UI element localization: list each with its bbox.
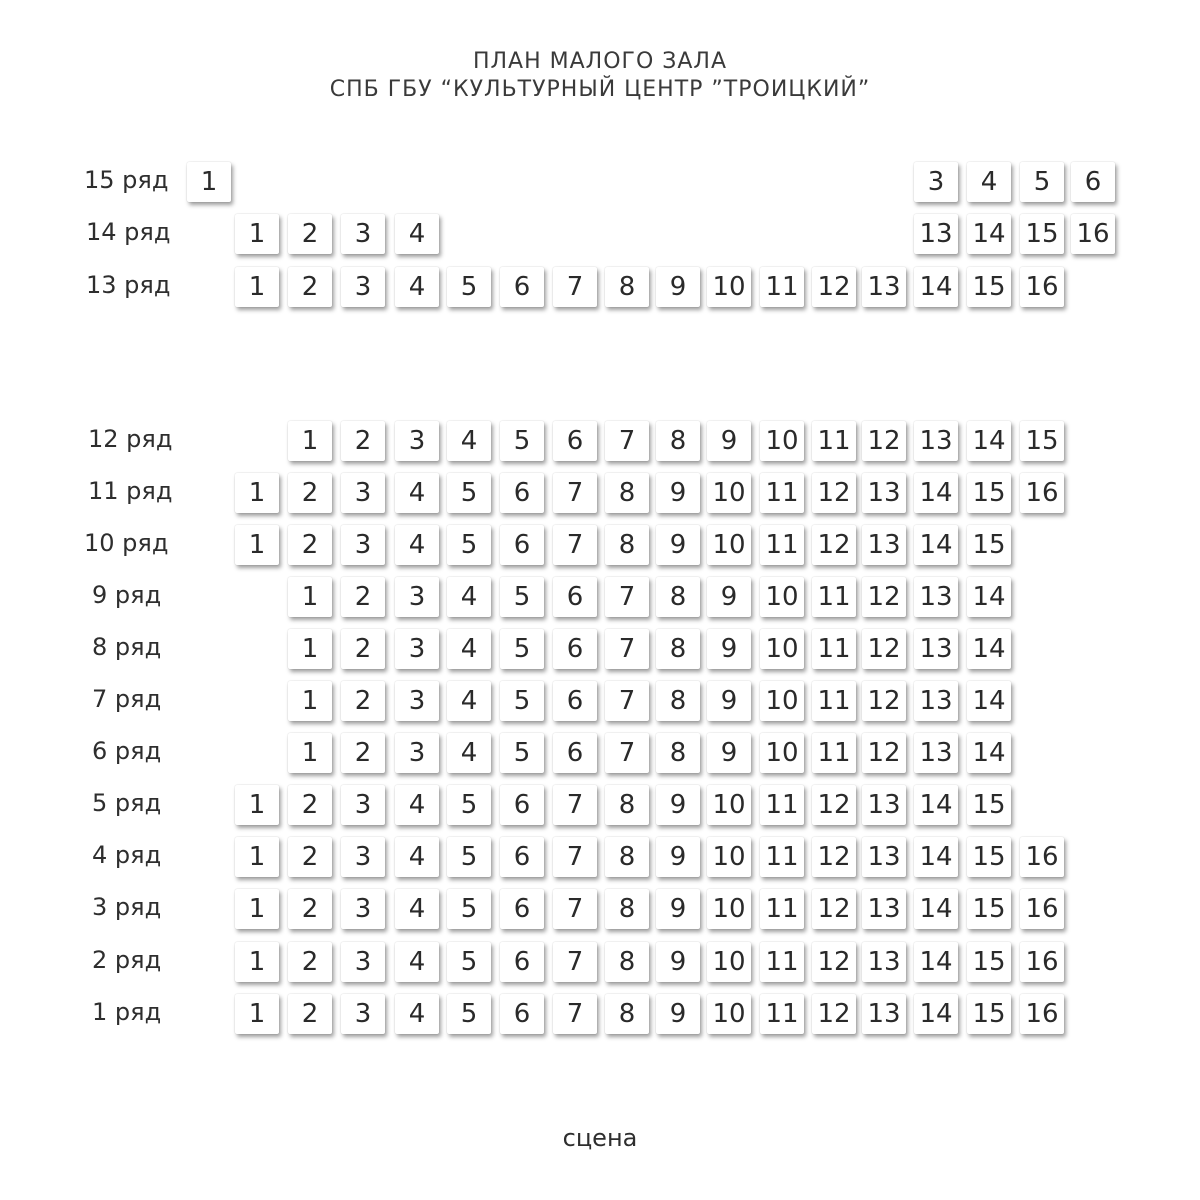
seat[interactable]: 3 [341, 942, 385, 982]
seat[interactable]: 6 [500, 994, 544, 1034]
seat[interactable]: 6 [1071, 162, 1115, 202]
seat[interactable]: 9 [707, 421, 751, 461]
seat[interactable]: 6 [500, 942, 544, 982]
seat[interactable]: 5 [1020, 162, 1064, 202]
seat[interactable]: 5 [447, 889, 491, 929]
seat[interactable]: 5 [500, 681, 544, 721]
seat[interactable]: 14 [914, 267, 958, 307]
seat[interactable]: 3 [341, 994, 385, 1034]
seat[interactable]: 8 [605, 994, 649, 1034]
seat[interactable]: 15 [967, 785, 1011, 825]
seat[interactable]: 5 [447, 837, 491, 877]
seat[interactable]: 8 [605, 473, 649, 513]
seat[interactable]: 11 [760, 889, 804, 929]
seat[interactable]: 9 [707, 577, 751, 617]
seat[interactable]: 4 [395, 473, 439, 513]
seat[interactable]: 10 [760, 733, 804, 773]
seat[interactable]: 7 [553, 473, 597, 513]
seat[interactable]: 13 [862, 889, 906, 929]
seat[interactable]: 1 [288, 733, 332, 773]
seat[interactable]: 6 [500, 837, 544, 877]
seat[interactable]: 14 [914, 525, 958, 565]
seat[interactable]: 15 [967, 473, 1011, 513]
seat[interactable]: 8 [605, 837, 649, 877]
seat[interactable]: 14 [914, 785, 958, 825]
seat[interactable]: 16 [1020, 942, 1064, 982]
seat[interactable]: 11 [760, 785, 804, 825]
seat[interactable]: 11 [812, 733, 856, 773]
seat[interactable]: 10 [707, 525, 751, 565]
seat[interactable]: 14 [967, 421, 1011, 461]
seat[interactable]: 12 [862, 577, 906, 617]
seat[interactable]: 5 [447, 942, 491, 982]
seat[interactable]: 4 [967, 162, 1011, 202]
seat[interactable]: 4 [447, 421, 491, 461]
seat[interactable]: 6 [500, 785, 544, 825]
seat[interactable]: 9 [707, 733, 751, 773]
venue-name: СПБ ГБУ “КУЛЬТУРНЫЙ ЦЕНТР ”ТРОИЦКИЙ” [329, 77, 871, 102]
seat[interactable]: 15 [1020, 421, 1064, 461]
seat[interactable]: 11 [812, 577, 856, 617]
seat[interactable]: 14 [967, 214, 1011, 254]
seat[interactable]: 10 [707, 994, 751, 1034]
row-label: 6 ряд [92, 737, 162, 765]
seat[interactable]: 3 [914, 162, 958, 202]
seat[interactable]: 14 [967, 629, 1011, 669]
seat[interactable]: 2 [288, 994, 332, 1034]
seat[interactable]: 14 [914, 473, 958, 513]
seat[interactable]: 5 [447, 473, 491, 513]
seat[interactable]: 4 [447, 629, 491, 669]
seat[interactable]: 1 [235, 889, 279, 929]
seat[interactable]: 13 [914, 733, 958, 773]
seat[interactable]: 14 [914, 994, 958, 1034]
seat[interactable]: 5 [500, 629, 544, 669]
seat[interactable]: 9 [656, 267, 700, 307]
seat[interactable]: 5 [447, 267, 491, 307]
seat[interactable]: 10 [707, 942, 751, 982]
seat[interactable]: 1 [235, 525, 279, 565]
row-label: 2 ряд [92, 946, 162, 974]
row-label: 8 ряд [92, 633, 162, 661]
seat[interactable]: 12 [862, 629, 906, 669]
seat[interactable]: 9 [707, 629, 751, 669]
seat[interactable]: 3 [395, 629, 439, 669]
seat[interactable]: 15 [1020, 214, 1064, 254]
seat[interactable]: 7 [553, 942, 597, 982]
seat[interactable]: 9 [656, 994, 700, 1034]
seat[interactable]: 3 [395, 421, 439, 461]
row-label: 4 ряд [92, 841, 162, 869]
seat[interactable]: 6 [553, 629, 597, 669]
seat[interactable]: 8 [656, 577, 700, 617]
seat[interactable]: 3 [341, 889, 385, 929]
seat[interactable]: 1 [235, 994, 279, 1034]
row-label: 9 ряд [92, 581, 162, 609]
seat[interactable]: 4 [447, 577, 491, 617]
seat[interactable]: 13 [862, 785, 906, 825]
seat[interactable]: 8 [656, 421, 700, 461]
seat[interactable]: 5 [447, 525, 491, 565]
seat[interactable]: 15 [967, 837, 1011, 877]
seat[interactable]: 10 [760, 681, 804, 721]
seat[interactable]: 12 [812, 473, 856, 513]
seat[interactable]: 12 [862, 421, 906, 461]
seat[interactable]: 16 [1020, 267, 1064, 307]
seat[interactable]: 11 [760, 837, 804, 877]
seat[interactable]: 12 [812, 267, 856, 307]
seat[interactable]: 4 [395, 785, 439, 825]
seat[interactable]: 11 [812, 681, 856, 721]
seat[interactable]: 4 [395, 267, 439, 307]
seat[interactable]: 12 [862, 733, 906, 773]
seat[interactable]: 6 [500, 473, 544, 513]
seat[interactable]: 10 [760, 577, 804, 617]
row-label: 11 ряд [88, 477, 173, 505]
seat[interactable]: 15 [967, 994, 1011, 1034]
seat[interactable]: 3 [395, 733, 439, 773]
seat[interactable]: 3 [341, 214, 385, 254]
row-label: 3 ряд [92, 893, 162, 921]
seat[interactable]: 15 [967, 942, 1011, 982]
seat[interactable]: 14 [967, 681, 1011, 721]
seat[interactable]: 2 [288, 942, 332, 982]
seat[interactable]: 6 [553, 733, 597, 773]
seat[interactable]: 5 [500, 421, 544, 461]
seat[interactable]: 4 [395, 214, 439, 254]
seat[interactable]: 11 [812, 421, 856, 461]
seat[interactable]: 13 [862, 267, 906, 307]
seat[interactable]: 2 [288, 889, 332, 929]
seat[interactable]: 12 [812, 942, 856, 982]
seat[interactable]: 7 [553, 994, 597, 1034]
seat[interactable]: 4 [395, 994, 439, 1034]
seat[interactable]: 12 [812, 994, 856, 1034]
stage-label: сцена [562, 1124, 638, 1152]
seat[interactable]: 10 [707, 473, 751, 513]
seat[interactable]: 11 [760, 994, 804, 1034]
seat[interactable]: 11 [812, 629, 856, 669]
seat[interactable]: 12 [812, 837, 856, 877]
seat[interactable]: 13 [914, 421, 958, 461]
seat[interactable]: 15 [967, 889, 1011, 929]
seat[interactable]: 13 [862, 942, 906, 982]
seat[interactable]: 6 [553, 577, 597, 617]
seat[interactable]: 7 [605, 577, 649, 617]
seat[interactable]: 4 [447, 733, 491, 773]
seat[interactable]: 3 [341, 473, 385, 513]
seat[interactable]: 11 [760, 267, 804, 307]
seat[interactable]: 10 [707, 889, 751, 929]
seat[interactable]: 5 [500, 733, 544, 773]
seat[interactable]: 11 [760, 473, 804, 513]
seat[interactable]: 13 [914, 629, 958, 669]
seat[interactable]: 7 [553, 785, 597, 825]
seat[interactable]: 8 [605, 267, 649, 307]
seat[interactable]: 7 [605, 681, 649, 721]
seat[interactable]: 9 [656, 889, 700, 929]
seat[interactable]: 3 [341, 525, 385, 565]
seat[interactable]: 13 [862, 994, 906, 1034]
seat[interactable]: 7 [553, 525, 597, 565]
seat[interactable]: 2 [288, 267, 332, 307]
seat[interactable]: 4 [395, 525, 439, 565]
seat[interactable]: 3 [341, 267, 385, 307]
seat[interactable]: 15 [967, 525, 1011, 565]
seat[interactable]: 7 [553, 889, 597, 929]
seat[interactable]: 4 [395, 889, 439, 929]
row-label: 1 ряд [92, 998, 162, 1026]
seat[interactable]: 10 [707, 785, 751, 825]
seat[interactable]: 8 [605, 525, 649, 565]
seat[interactable]: 6 [500, 525, 544, 565]
seat[interactable]: 14 [967, 577, 1011, 617]
seat[interactable]: 16 [1020, 994, 1064, 1034]
seat[interactable]: 13 [914, 681, 958, 721]
seat[interactable]: 8 [605, 785, 649, 825]
seat[interactable]: 2 [288, 214, 332, 254]
seat[interactable]: 9 [656, 785, 700, 825]
seat[interactable]: 7 [553, 267, 597, 307]
seat[interactable]: 14 [914, 942, 958, 982]
seat[interactable]: 5 [447, 994, 491, 1034]
seat[interactable]: 13 [862, 525, 906, 565]
seat[interactable]: 1 [187, 162, 231, 202]
seat[interactable]: 3 [341, 785, 385, 825]
seat[interactable]: 2 [341, 733, 385, 773]
row-label: 5 ряд [92, 789, 162, 817]
seat[interactable]: 10 [707, 267, 751, 307]
seat[interactable]: 2 [288, 785, 332, 825]
seat[interactable]: 3 [395, 577, 439, 617]
seat[interactable]: 1 [235, 214, 279, 254]
seat[interactable]: 11 [760, 525, 804, 565]
seat[interactable]: 4 [395, 837, 439, 877]
seat[interactable]: 9 [656, 525, 700, 565]
seat[interactable]: 3 [395, 681, 439, 721]
seat[interactable]: 14 [967, 733, 1011, 773]
row-label: 15 ряд [84, 166, 169, 194]
seat[interactable]: 1 [235, 267, 279, 307]
seat[interactable]: 7 [605, 421, 649, 461]
seat[interactable]: 9 [707, 681, 751, 721]
row-label: 14 ряд [86, 218, 171, 246]
seat[interactable]: 6 [553, 681, 597, 721]
seat[interactable]: 13 [914, 577, 958, 617]
seat[interactable]: 12 [862, 681, 906, 721]
seat[interactable]: 2 [288, 525, 332, 565]
seat[interactable]: 12 [812, 525, 856, 565]
seat[interactable]: 8 [656, 629, 700, 669]
seat[interactable]: 2 [341, 421, 385, 461]
seat[interactable]: 1 [235, 837, 279, 877]
row-label: 10 ряд [84, 529, 169, 557]
seat[interactable]: 13 [914, 214, 958, 254]
row-label: 12 ряд [88, 425, 173, 453]
seat[interactable]: 16 [1020, 889, 1064, 929]
seat[interactable]: 7 [605, 629, 649, 669]
seat[interactable]: 6 [553, 421, 597, 461]
seat[interactable]: 12 [812, 785, 856, 825]
seat[interactable]: 6 [500, 267, 544, 307]
seat[interactable]: 11 [760, 942, 804, 982]
seat[interactable]: 1 [288, 421, 332, 461]
seat[interactable]: 9 [656, 837, 700, 877]
seat[interactable]: 3 [341, 837, 385, 877]
row-label: 7 ряд [92, 685, 162, 713]
seat[interactable]: 8 [605, 889, 649, 929]
seat[interactable]: 4 [395, 942, 439, 982]
seat[interactable]: 16 [1071, 214, 1115, 254]
seat[interactable]: 5 [500, 577, 544, 617]
seat[interactable]: 16 [1020, 473, 1064, 513]
seat[interactable]: 1 [235, 785, 279, 825]
seat[interactable]: 7 [553, 837, 597, 877]
seat[interactable]: 2 [341, 629, 385, 669]
row-label: 13 ряд [86, 271, 171, 299]
seat[interactable]: 2 [288, 473, 332, 513]
seat[interactable]: 2 [341, 681, 385, 721]
seat[interactable]: 9 [656, 473, 700, 513]
seat[interactable]: 8 [656, 733, 700, 773]
seat[interactable]: 1 [235, 942, 279, 982]
seat[interactable]: 13 [862, 473, 906, 513]
seat[interactable]: 2 [288, 837, 332, 877]
seat[interactable]: 10 [760, 629, 804, 669]
seat[interactable]: 1 [235, 473, 279, 513]
seat[interactable]: 10 [760, 421, 804, 461]
seat[interactable]: 9 [656, 942, 700, 982]
seat[interactable]: 7 [605, 733, 649, 773]
seat[interactable]: 2 [341, 577, 385, 617]
seat[interactable]: 10 [707, 837, 751, 877]
seat[interactable]: 14 [914, 889, 958, 929]
seat[interactable]: 15 [967, 267, 1011, 307]
seat[interactable]: 13 [862, 837, 906, 877]
seat[interactable]: 6 [500, 889, 544, 929]
seat[interactable]: 12 [812, 889, 856, 929]
seat[interactable]: 8 [656, 681, 700, 721]
seat[interactable]: 1 [288, 629, 332, 669]
seat[interactable]: 5 [447, 785, 491, 825]
seat[interactable]: 1 [288, 577, 332, 617]
seat[interactable]: 4 [447, 681, 491, 721]
seat[interactable]: 16 [1020, 837, 1064, 877]
seat[interactable]: 1 [288, 681, 332, 721]
seat[interactable]: 14 [914, 837, 958, 877]
hall-plan-title: ПЛАН МАЛОГО ЗАЛА [472, 49, 728, 74]
seat[interactable]: 8 [605, 942, 649, 982]
